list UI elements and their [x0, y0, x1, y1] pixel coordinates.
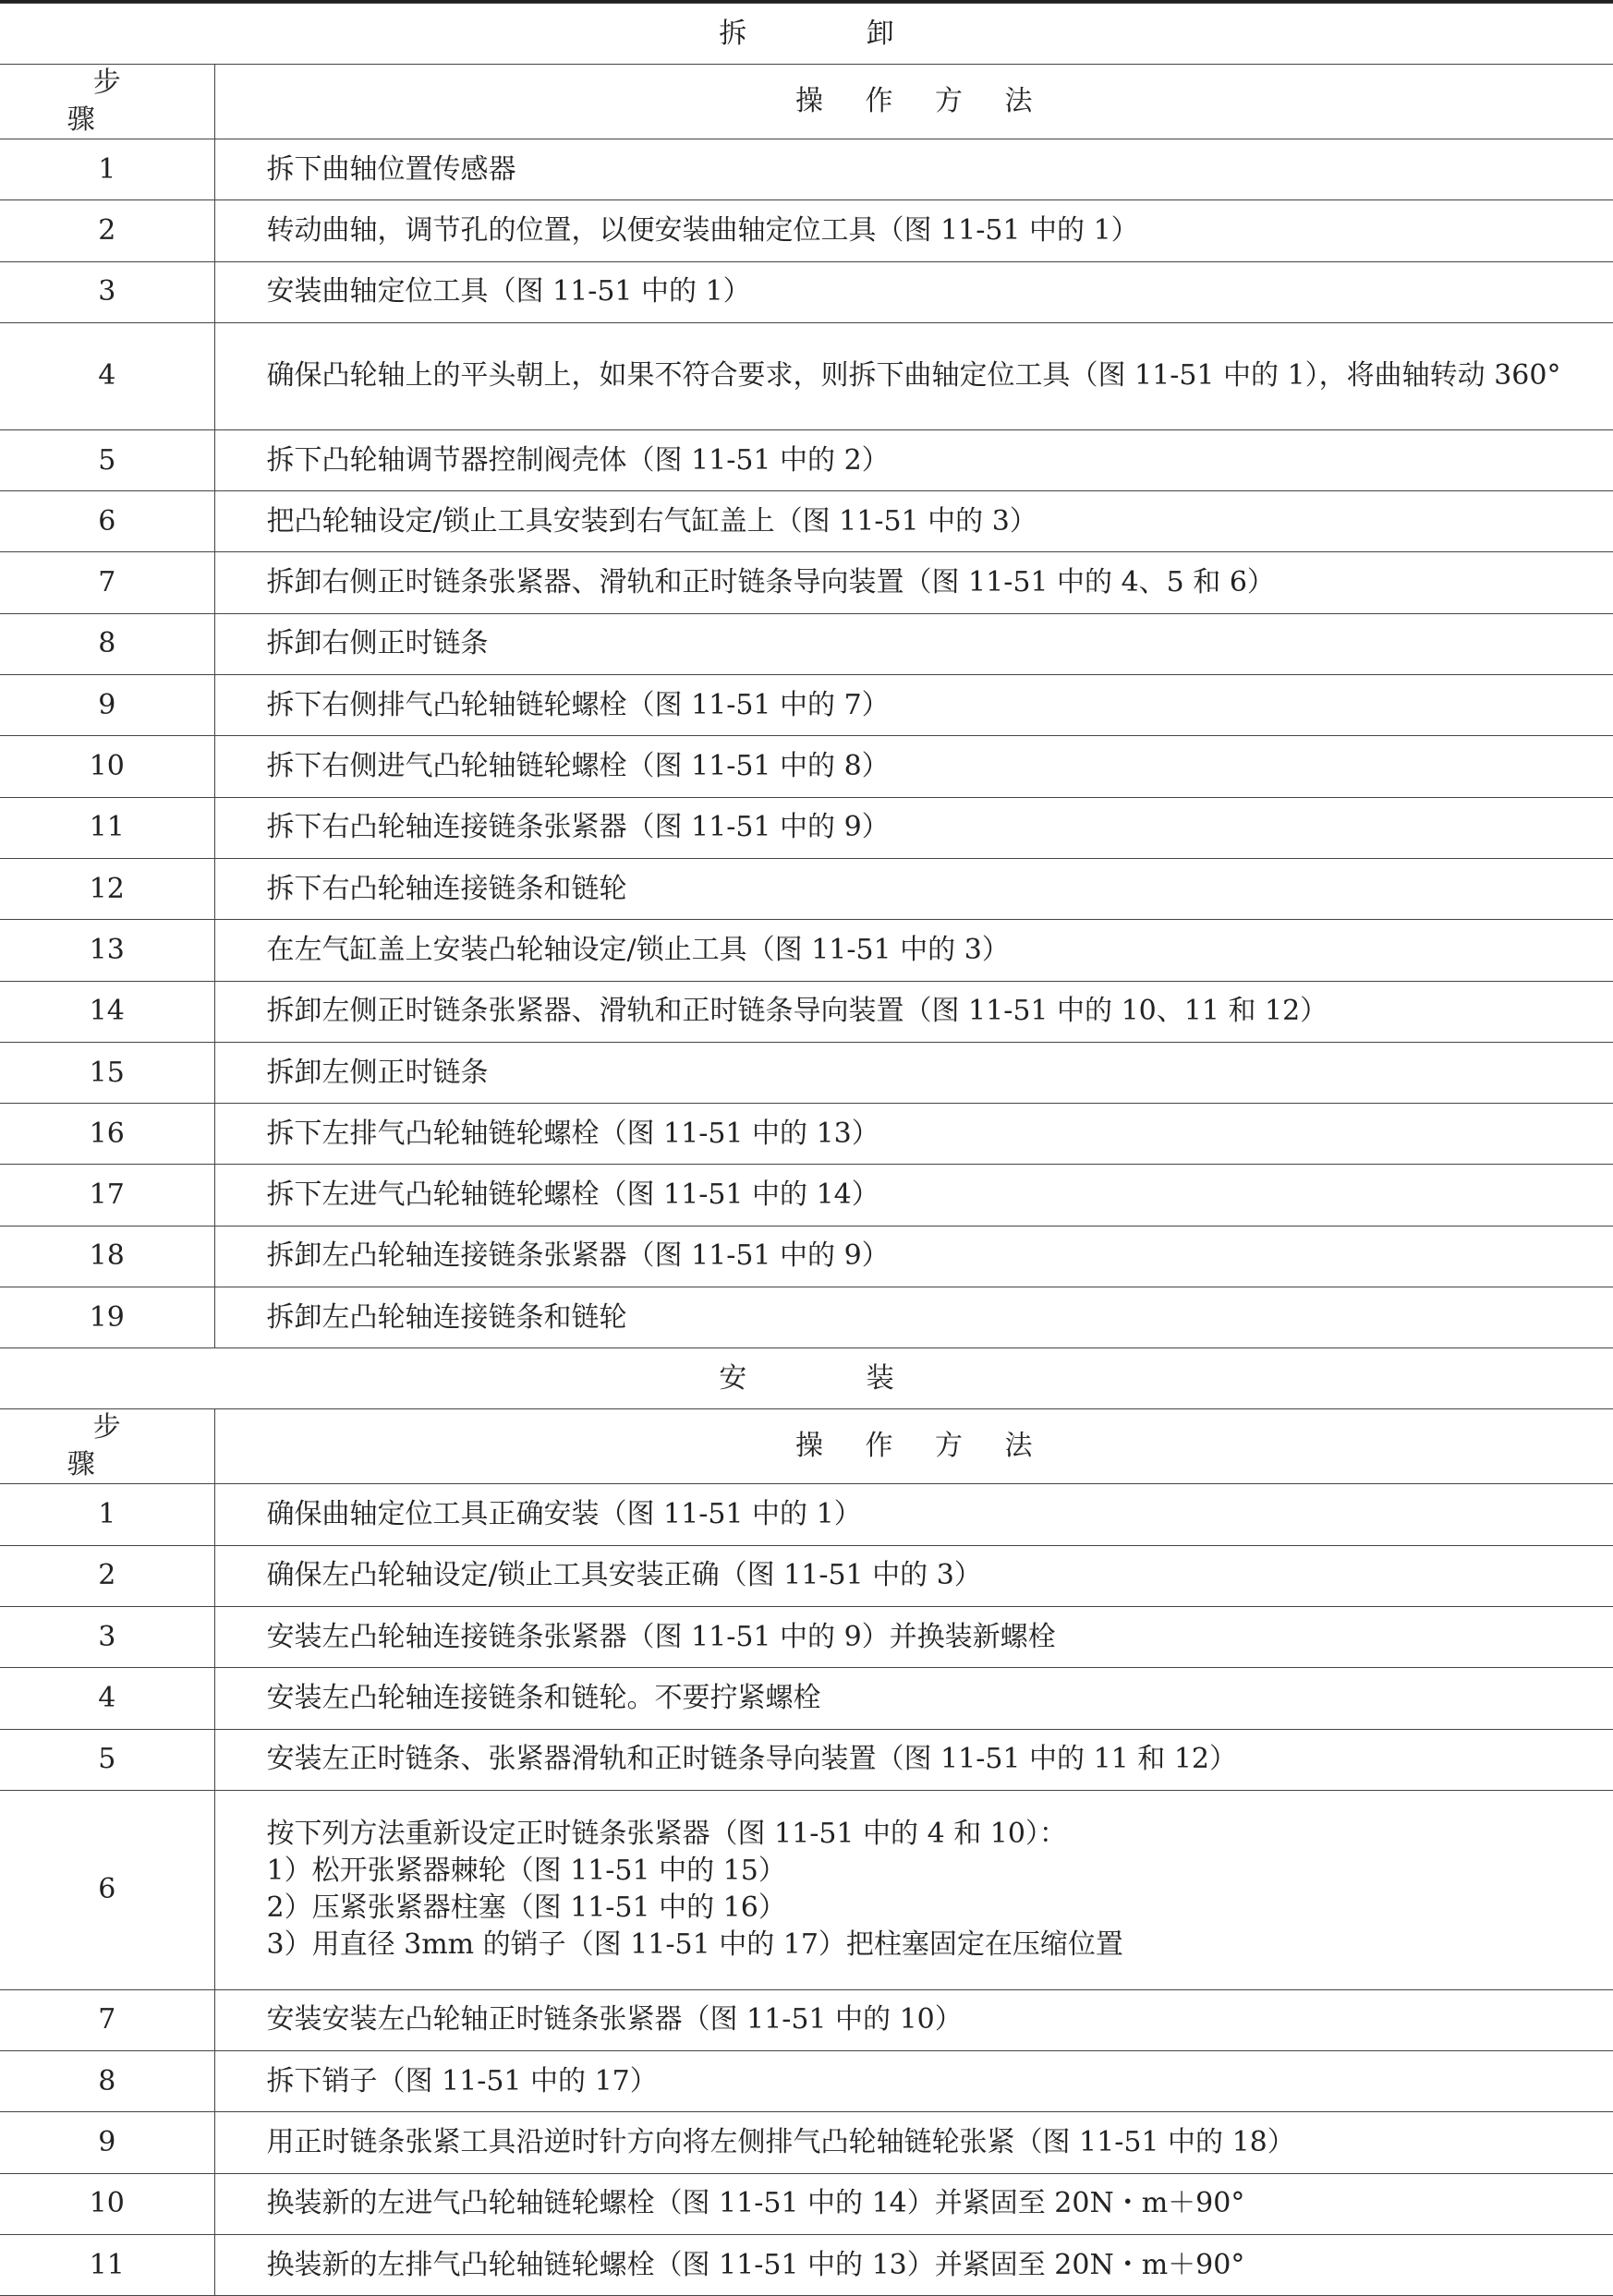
disassembly-step-row: [0, 1104, 1613, 1165]
step-number: 15: [0, 1042, 214, 1103]
disassembly-header-row: [0, 65, 1613, 139]
step-number: 4: [0, 1668, 214, 1729]
disassembly-step-row: [0, 981, 1613, 1042]
step-method: 换装新的左排气凸轮轴链轮螺栓（图 11-51 中的 13）并紧固至 20N・m＋90°: [214, 2235, 1613, 2296]
step-method: 拆卸左侧正时链条张紧器、滑轨和正时链条导向装置（图 11-51 中的 10、11 和 12）: [214, 981, 1613, 1042]
column-header-method: 操 作 方 法: [214, 1409, 1613, 1484]
disassembly-step-row: [0, 139, 1613, 200]
disassembly-step-row: [0, 1165, 1613, 1226]
installation-step-row: [0, 1606, 1613, 1667]
step-number: 11: [0, 797, 214, 858]
step-method: 确保左凸轮轴设定/锁止工具安装正确（图 11-51 中的 3）: [214, 1545, 1613, 1606]
installation-step-row: [0, 1989, 1613, 2050]
step-number: 10: [0, 736, 214, 797]
step-method-line: 按下列方法重新设定正时链条张紧器（图 11-51 中的 4 和 10）：: [266, 1818, 1067, 1851]
step-number: 3: [0, 1606, 214, 1667]
step-number: 2: [0, 200, 214, 261]
installation-step-row: [0, 1545, 1613, 1606]
step-method: 安装曲轴定位工具（图 11-51 中的 1）: [214, 261, 1613, 322]
step-method: 确保凸轮轴上的平头朝上，如果不符合要求，则拆下曲轴定位工具（图 11-51 中的 1），将曲轴转动 360°: [214, 322, 1613, 429]
disassembly-step-row: [0, 1042, 1613, 1103]
procedure-table: [0, 3, 1613, 2296]
step-number: 16: [0, 1104, 214, 1165]
step-method: 把凸轮轴设定/锁止工具安装到右气缸盖上（图 11-51 中的 3）: [214, 491, 1613, 552]
installation-step-row: [0, 2235, 1613, 2296]
installation-step-row: [0, 2173, 1613, 2234]
step-method: 拆卸右侧正时链条张紧器、滑轨和正时链条导向装置（图 11-51 中的 4、5 和 6）: [214, 552, 1613, 613]
disassembly-step-row: [0, 613, 1613, 674]
step-method: 换装新的左进气凸轮轴链轮螺栓（图 11-51 中的 14）并紧固至 20N・m＋90°: [214, 2173, 1613, 2234]
step-method-line: 3）用直径 3mm 的销子（图 11-51 中的 17）把柱塞固定在压缩位置: [266, 1928, 1123, 1962]
step-method: 拆下曲轴位置传感器: [214, 139, 1613, 200]
step-number: 8: [0, 613, 214, 674]
step-method: 安装安装左凸轮轴正时链条张紧器（图 11-51 中的 10）: [214, 1989, 1613, 2050]
installation-step-row: [0, 1484, 1613, 1545]
disassembly-step-row: [0, 858, 1613, 919]
step-method: 拆下左进气凸轮轴链轮螺栓（图 11-51 中的 14）: [214, 1165, 1613, 1226]
step-number: 10: [0, 2173, 214, 2234]
installation-step-row: [0, 1668, 1613, 1729]
disassembly-step-row: [0, 200, 1613, 261]
step-number: 6: [0, 1790, 214, 1989]
column-header-step: 步 骤: [0, 65, 214, 139]
step-number: 6: [0, 491, 214, 552]
step-number: 1: [0, 1484, 214, 1545]
step-number: 9: [0, 675, 214, 736]
step-number: 12: [0, 858, 214, 919]
step-method: 转动曲轴，调节孔的位置，以便安装曲轴定位工具（图 11-51 中的 1）: [214, 200, 1613, 261]
step-number: 2: [0, 1545, 214, 1606]
step-method: 确保曲轴定位工具正确安装（图 11-51 中的 1）: [214, 1484, 1613, 1545]
step-method: 拆卸左凸轮轴连接链条张紧器（图 11-51 中的 9）: [214, 1226, 1613, 1287]
step-method: 拆下凸轮轴调节器控制阀壳体（图 11-51 中的 2）: [214, 429, 1613, 490]
column-header-step: 步 骤: [0, 1409, 214, 1484]
step-number: 8: [0, 2051, 214, 2112]
step-number: 7: [0, 552, 214, 613]
installation-step-row: [0, 2112, 1613, 2173]
disassembly-title-row: [0, 4, 1613, 65]
step-method: 用正时链条张紧工具沿逆时针方向将左侧排气凸轮轴链轮张紧（图 11-51 中的 18）: [214, 2112, 1613, 2173]
step-method: 拆下右凸轮轴连接链条张紧器（图 11-51 中的 9）: [214, 797, 1613, 858]
disassembly-step-row: [0, 1287, 1613, 1348]
step-number: 3: [0, 261, 214, 322]
disassembly-step-row: [0, 552, 1613, 613]
step-number: 5: [0, 1729, 214, 1790]
step-number: 9: [0, 2112, 214, 2173]
step-method: 拆卸左凸轮轴连接链条和链轮: [214, 1287, 1613, 1348]
column-header-method: 操 作 方 法: [214, 65, 1613, 139]
step-number: 11: [0, 2235, 214, 2296]
disassembly-step-row: [0, 1226, 1613, 1287]
disassembly-step-row: [0, 797, 1613, 858]
step-method: 安装左凸轮轴连接链条张紧器（图 11-51 中的 9）并换装新螺栓: [214, 1606, 1613, 1667]
step-number: 5: [0, 429, 214, 490]
step-method: 安装左正时链条、张紧器滑轨和正时链条导向装置（图 11-51 中的 11 和 12）: [214, 1729, 1613, 1790]
installation-step-row: [0, 2051, 1613, 2112]
disassembly-step-row: [0, 920, 1613, 981]
step-method-line: 2）压紧张紧器柱塞（图 11-51 中的 16）: [266, 1891, 786, 1925]
step-method: 拆下左排气凸轮轴链轮螺栓（图 11-51 中的 13）: [214, 1104, 1613, 1165]
disassembly-step-row: [0, 429, 1613, 490]
step-method: 拆卸右侧正时链条: [214, 613, 1613, 674]
step-number: 4: [0, 322, 214, 429]
step-method: 拆下销子（图 11-51 中的 17）: [214, 2051, 1613, 2112]
installation-step-row: [0, 1790, 1613, 1989]
step-method: 拆下右侧排气凸轮轴链轮螺栓（图 11-51 中的 7）: [214, 675, 1613, 736]
disassembly-step-row: [0, 261, 1613, 322]
installation-step-row: [0, 1729, 1613, 1790]
step-number: 19: [0, 1287, 214, 1348]
installation-title-row: [0, 1348, 1613, 1409]
step-number: 14: [0, 981, 214, 1042]
disassembly-step-row: [0, 736, 1613, 797]
disassembly-step-row: [0, 675, 1613, 736]
step-method: 拆下右凸轮轴连接链条和链轮: [214, 858, 1613, 919]
installation-section-title: 安 装: [0, 1348, 1613, 1409]
step-method: 拆下右侧进气凸轮轴链轮螺栓（图 11-51 中的 8）: [214, 736, 1613, 797]
installation-header-row: [0, 1409, 1613, 1484]
step-method: [214, 1790, 1613, 1989]
step-number: 7: [0, 1989, 214, 2050]
step-method-line: 1）松开张紧器棘轮（图 11-51 中的 15）: [266, 1855, 786, 1888]
step-number: 18: [0, 1226, 214, 1287]
step-method: 在左气缸盖上安装凸轮轴设定/锁止工具（图 11-51 中的 3）: [214, 920, 1613, 981]
disassembly-step-row: [0, 322, 1613, 429]
disassembly-section-title: 拆 卸: [0, 4, 1613, 65]
step-method: 拆卸左侧正时链条: [214, 1042, 1613, 1103]
step-number: 13: [0, 920, 214, 981]
step-number: 17: [0, 1165, 214, 1226]
step-number: 1: [0, 139, 214, 200]
step-method: 安装左凸轮轴连接链条和链轮。不要拧紧螺栓: [214, 1668, 1613, 1729]
disassembly-step-row: [0, 491, 1613, 552]
